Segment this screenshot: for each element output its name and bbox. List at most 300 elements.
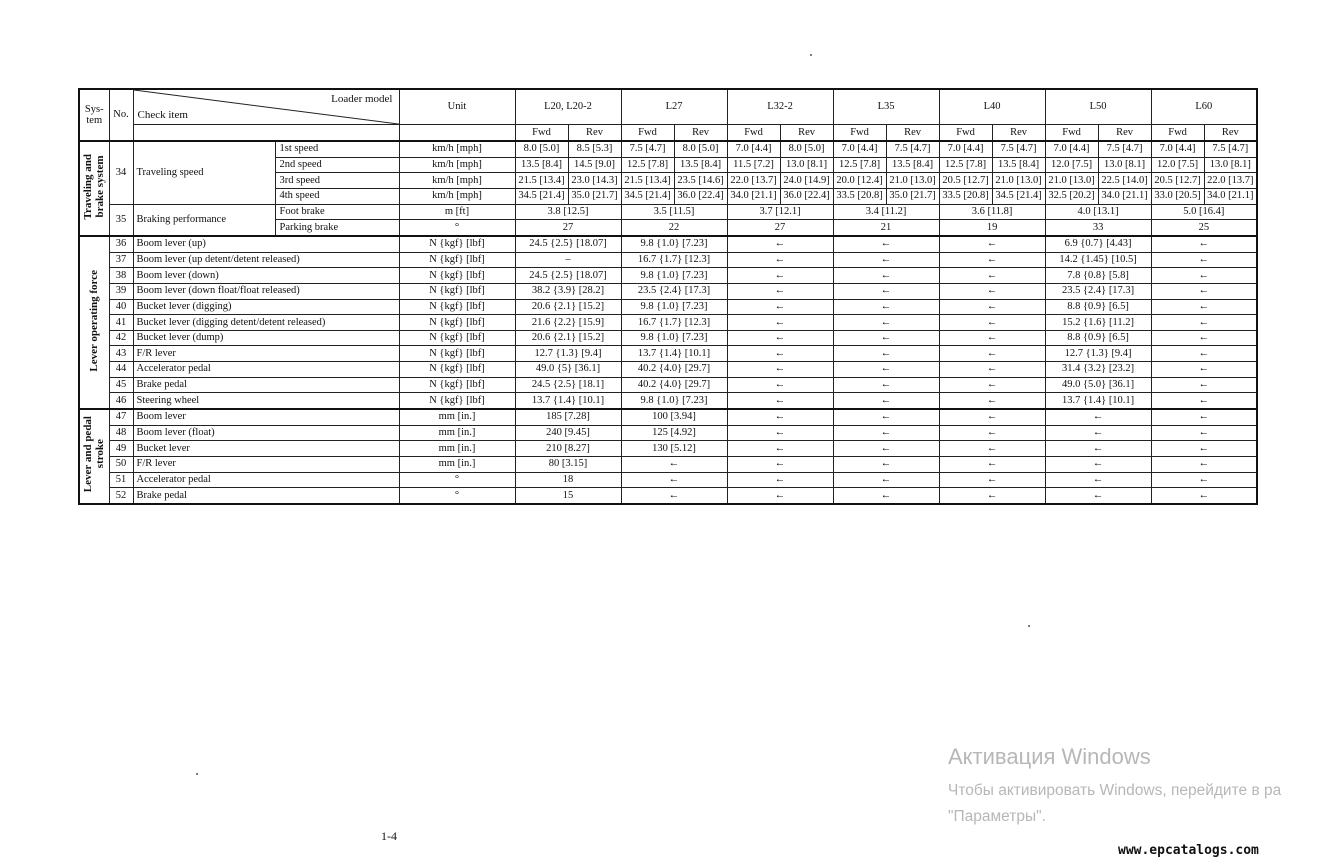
unit-cell: N {kgf} [lbf] (399, 236, 515, 252)
value-cell: ← (1045, 441, 1151, 457)
fwd-header: Fwd (727, 125, 780, 142)
value-cell: ← (939, 472, 1045, 488)
value-cell: ← (1151, 425, 1257, 441)
value-cell: 20.6 {2.1} [15.2] (515, 299, 621, 315)
item-no: 49 (109, 441, 133, 457)
table-row (79, 204, 1257, 220)
sub-item: 1st speed (275, 141, 399, 157)
item-no: 44 (109, 362, 133, 378)
value-cell: ← (1151, 268, 1257, 284)
value-cell: 14.2 {1.45} [10.5] (1045, 252, 1151, 268)
value-cell: 8.5 [5.3] (568, 141, 621, 157)
value-cell: 22.5 [14.0] (1098, 173, 1151, 189)
value-cell: 12.5 [7.8] (621, 157, 674, 173)
rev-header: Rev (568, 125, 621, 142)
value-cell: 100 [3.94] (621, 409, 727, 425)
value-cell: 21.0 [13.0] (886, 173, 939, 189)
value-cell: 23.5 {2.4} [17.3] (1045, 283, 1151, 299)
value-cell: ← (727, 441, 833, 457)
unit-cell: N {kgf} [lbf] (399, 315, 515, 331)
unit-cell: N {kgf} [lbf] (399, 299, 515, 315)
value-cell: 8.8 {0.9} [6.5] (1045, 299, 1151, 315)
page-number: 1-4 (381, 829, 397, 843)
value-cell: ← (1045, 456, 1151, 472)
table-row (79, 315, 1257, 331)
fwd-header: Fwd (939, 125, 992, 142)
system-label (79, 141, 109, 236)
value-cell: 5.0 [16.4] (1151, 204, 1257, 220)
check-item: Bucket lever (dump) (133, 330, 399, 346)
rev-header: Rev (780, 125, 833, 142)
spec-table (78, 88, 1258, 505)
value-cell: 34.5 [21.4] (515, 189, 568, 205)
value-cell: 13.7 {1.4} [10.1] (621, 346, 727, 362)
value-cell: 49.0 {5} [36.1] (515, 362, 621, 378)
item-no: 36 (109, 236, 133, 252)
value-cell: 3.5 [11.5] (621, 204, 727, 220)
check-item: F/R lever (133, 456, 399, 472)
value-cell: 13.0 [8.1] (1098, 157, 1151, 173)
value-cell: ← (1045, 409, 1151, 425)
value-cell: 7.5 [4.7] (1204, 141, 1257, 157)
value-cell: 9.8 {1.0} [7.23] (621, 268, 727, 284)
table-row (79, 456, 1257, 472)
sub-item: Parking brake (275, 220, 399, 236)
unit-cell: km/h [mph] (399, 157, 515, 173)
table-row (79, 488, 1257, 504)
value-cell: 20.5 [12.7] (1151, 173, 1204, 189)
value-cell: 14.5 [9.0] (568, 157, 621, 173)
check-item: Boom lever (up) (133, 236, 399, 252)
value-cell: ← (833, 377, 939, 393)
sub-item: 2nd speed (275, 157, 399, 173)
value-cell: 12.0 [7.5] (1045, 157, 1098, 173)
unit-cell: km/h [mph] (399, 141, 515, 157)
table-row (79, 330, 1257, 346)
check-item: Accelerator pedal (133, 472, 399, 488)
value-cell: 12.7 {1.3} [9.4] (1045, 346, 1151, 362)
unit-cell: N {kgf} [lbf] (399, 268, 515, 284)
unit-cell: N {kgf} [lbf] (399, 362, 515, 378)
value-cell: 20.0 [12.4] (833, 173, 886, 189)
check-item: F/R lever (133, 346, 399, 362)
value-cell: 22 (621, 220, 727, 236)
value-cell: 7.0 [4.4] (1045, 141, 1098, 157)
system-label-text: Traveling and brake system (82, 153, 107, 220)
value-cell: 21.6 {2.2} [15.9] (515, 315, 621, 331)
value-cell: 40.2 {4.0} [29.7] (621, 377, 727, 393)
value-cell: 125 [4.92] (621, 425, 727, 441)
value-cell: 21.0 [13.0] (1045, 173, 1098, 189)
check-item: Bucket lever (digging detent/detent released) (133, 315, 399, 331)
fwd-header: Fwd (833, 125, 886, 142)
system-label (79, 409, 109, 504)
value-cell: 19 (939, 220, 1045, 236)
value-cell: ← (1151, 456, 1257, 472)
value-cell: ← (939, 393, 1045, 409)
value-cell: ← (1151, 252, 1257, 268)
item-no: 39 (109, 283, 133, 299)
value-cell: 25 (1151, 220, 1257, 236)
value-cell: 12.0 [7.5] (1151, 157, 1204, 173)
table-row (79, 252, 1257, 268)
item-no: 38 (109, 268, 133, 284)
system-label (79, 236, 109, 409)
value-cell: ← (833, 315, 939, 331)
value-cell: ← (833, 441, 939, 457)
value-cell: ← (727, 425, 833, 441)
unit-cell: N {kgf} [lbf] (399, 283, 515, 299)
value-cell: ← (727, 456, 833, 472)
value-cell: 12.5 [7.8] (939, 157, 992, 173)
value-cell: 33.5 [20.8] (833, 189, 886, 205)
value-cell: 7.8 {0.8} [5.8] (1045, 268, 1151, 284)
value-cell: 23.5 [14.6] (674, 173, 727, 189)
table-row (79, 268, 1257, 284)
value-cell: ← (727, 362, 833, 378)
item-no: 34 (109, 141, 133, 204)
value-cell: 7.0 [4.4] (727, 141, 780, 157)
check-item: Bucket lever (digging) (133, 299, 399, 315)
table-row (79, 377, 1257, 393)
value-cell: 24.5 {2.5} [18.07] (515, 236, 621, 252)
model-header: L40 (939, 89, 1045, 125)
value-cell: 3.8 [12.5] (515, 204, 621, 220)
value-cell: ← (939, 236, 1045, 252)
value-cell: ← (1151, 472, 1257, 488)
value-cell: 23.5 {2.4} [17.3] (621, 283, 727, 299)
check-item: Boom lever (down float/float released) (133, 283, 399, 299)
check-item: Boom lever (up detent/detent released) (133, 252, 399, 268)
table-row (79, 409, 1257, 425)
check-item-header (133, 89, 399, 125)
table-row (79, 346, 1257, 362)
value-cell: ← (621, 488, 727, 504)
value-cell: 21.5 [13.4] (515, 173, 568, 189)
site-url: www.epcatalogs.com (1118, 843, 1259, 858)
table-row (79, 299, 1257, 315)
value-cell: ← (727, 252, 833, 268)
table-row (79, 89, 1257, 125)
empty-cell (133, 125, 399, 142)
value-cell: 7.5 [4.7] (621, 141, 674, 157)
item-no: 46 (109, 393, 133, 409)
value-cell: ← (833, 299, 939, 315)
value-cell: 210 [8.27] (515, 441, 621, 457)
value-cell: 24.5 {2.5} [18.07] (515, 268, 621, 284)
value-cell: ← (1151, 299, 1257, 315)
value-cell: ← (833, 393, 939, 409)
value-cell: 130 [5.12] (621, 441, 727, 457)
value-cell: 12.7 {1.3} [9.4] (515, 346, 621, 362)
table-row (79, 141, 1257, 157)
value-cell: 80 [3.15] (515, 456, 621, 472)
fwd-header: Fwd (621, 125, 674, 142)
value-cell: ← (939, 268, 1045, 284)
value-cell: ← (727, 488, 833, 504)
check-item: Traveling speed (133, 141, 275, 204)
value-cell: ← (1151, 330, 1257, 346)
value-cell: 21 (833, 220, 939, 236)
value-cell: ← (1151, 236, 1257, 252)
value-cell: 21.5 [13.4] (621, 173, 674, 189)
value-cell: ← (833, 362, 939, 378)
value-cell: ← (1151, 488, 1257, 504)
value-cell: ← (833, 346, 939, 362)
value-cell: 7.0 [4.4] (833, 141, 886, 157)
check-item: Boom lever (float) (133, 425, 399, 441)
value-cell: 23.0 [14.3] (568, 173, 621, 189)
item-no: 47 (109, 409, 133, 425)
value-cell: 16.7 {1.7} [12.3] (621, 252, 727, 268)
check-item: Accelerator pedal (133, 362, 399, 378)
unit-cell: m [ft] (399, 204, 515, 220)
table-row (79, 236, 1257, 252)
value-cell: 33.0 [20.5] (1151, 189, 1204, 205)
item-no: 40 (109, 299, 133, 315)
value-cell: ← (833, 283, 939, 299)
value-cell: 13.5 [8.4] (515, 157, 568, 173)
value-cell: ← (727, 299, 833, 315)
value-cell: ← (939, 252, 1045, 268)
model-header: L27 (621, 89, 727, 125)
fwd-header: Fwd (1045, 125, 1098, 142)
value-cell: 32.5 [20.2] (1045, 189, 1098, 205)
table-row (79, 362, 1257, 378)
rev-header: Rev (1204, 125, 1257, 142)
value-cell: ← (621, 472, 727, 488)
system-label-text: Lever and pedal stroke (82, 416, 107, 493)
value-cell: ← (939, 283, 1045, 299)
value-cell: ← (939, 377, 1045, 393)
unit-cell: ° (399, 220, 515, 236)
value-cell: 20.6 {2.1} [15.2] (515, 330, 621, 346)
value-cell: ← (833, 236, 939, 252)
model-header: L50 (1045, 89, 1151, 125)
table-row (79, 393, 1257, 409)
item-no: 52 (109, 488, 133, 504)
value-cell: ← (1151, 377, 1257, 393)
value-cell: 15.2 {1.6} [11.2] (1045, 315, 1151, 331)
value-cell: ← (727, 346, 833, 362)
item-no: 50 (109, 456, 133, 472)
value-cell: 21.0 [13.0] (992, 173, 1045, 189)
value-cell: 13.0 [8.1] (1204, 157, 1257, 173)
rev-header: Rev (992, 125, 1045, 142)
value-cell: ← (1151, 393, 1257, 409)
value-cell: 36.0 [22.4] (674, 189, 727, 205)
system-label-text: Lever operating force (88, 269, 101, 372)
table-row (79, 125, 1257, 142)
value-cell: ← (727, 315, 833, 331)
value-cell: 16.7 {1.7} [12.3] (621, 315, 727, 331)
model-header: L20, L20-2 (515, 89, 621, 125)
value-cell: 240 [9.45] (515, 425, 621, 441)
table-row (79, 283, 1257, 299)
value-cell: ← (1045, 488, 1151, 504)
scan-speck (810, 54, 812, 56)
unit-cell: ° (399, 488, 515, 504)
item-no: 41 (109, 315, 133, 331)
scan-speck (196, 773, 198, 775)
value-cell: 13.5 [8.4] (886, 157, 939, 173)
value-cell: 8.8 {0.9} [6.5] (1045, 330, 1151, 346)
value-cell: ← (1151, 283, 1257, 299)
value-cell: ← (833, 409, 939, 425)
value-cell: 9.8 {1.0} [7.23] (621, 236, 727, 252)
unit-header: Unit (399, 89, 515, 125)
value-cell: 12.5 [7.8] (833, 157, 886, 173)
value-cell: ← (833, 456, 939, 472)
value-cell: 34.5 [21.4] (621, 189, 674, 205)
scan-speck (1028, 625, 1030, 627)
item-no: 37 (109, 252, 133, 268)
value-cell: ← (727, 268, 833, 284)
value-cell: ← (727, 236, 833, 252)
check-item: Brake pedal (133, 488, 399, 504)
value-cell: ← (727, 377, 833, 393)
sub-item: 4th speed (275, 189, 399, 205)
value-cell: 15 (515, 488, 621, 504)
value-cell: 34.0 [21.1] (1098, 189, 1151, 205)
model-header: L60 (1151, 89, 1257, 125)
value-cell: ← (1151, 362, 1257, 378)
value-cell: 13.5 [8.4] (674, 157, 727, 173)
value-cell: 22.0 [13.7] (1204, 173, 1257, 189)
value-cell: 3.4 [11.2] (833, 204, 939, 220)
value-cell: 9.8 {1.0} [7.23] (621, 393, 727, 409)
value-cell: 4.0 [13.1] (1045, 204, 1151, 220)
value-cell: 8.0 [5.0] (674, 141, 727, 157)
value-cell: 13.0 [8.1] (780, 157, 833, 173)
unit-cell: N {kgf} [lbf] (399, 330, 515, 346)
value-cell: – (515, 252, 621, 268)
value-cell: 33 (1045, 220, 1151, 236)
value-cell: ← (621, 456, 727, 472)
activation-watermark-subtitle: Чтобы активировать Windows, перейдите в ра "Параметры". (948, 782, 1282, 825)
fwd-header: Fwd (1151, 125, 1204, 142)
value-cell: 31.4 {3.2} [23.2] (1045, 362, 1151, 378)
system-header: Sys- tem (79, 89, 109, 141)
value-cell: 7.5 [4.7] (886, 141, 939, 157)
value-cell: 24.5 {2.5} [18.1] (515, 377, 621, 393)
item-no: 43 (109, 346, 133, 362)
value-cell: 6.9 {0.7} [4.43] (1045, 236, 1151, 252)
value-cell: ← (833, 330, 939, 346)
sub-item: 3rd speed (275, 173, 399, 189)
value-cell: ← (727, 393, 833, 409)
value-cell: 13.7 {1.4} [10.1] (1045, 393, 1151, 409)
value-cell: 33.5 [20.8] (939, 189, 992, 205)
table-row (79, 472, 1257, 488)
value-cell: ← (1151, 346, 1257, 362)
item-no: 48 (109, 425, 133, 441)
check-item: Braking performance (133, 204, 275, 236)
table-row (79, 441, 1257, 457)
value-cell: 11.5 [7.2] (727, 157, 780, 173)
value-cell: 49.0 {5.0} [36.1] (1045, 377, 1151, 393)
check-item: Steering wheel (133, 393, 399, 409)
empty-cell (399, 125, 515, 142)
value-cell: 27 (515, 220, 621, 236)
value-cell: 9.8 {1.0} [7.23] (621, 330, 727, 346)
model-header: L35 (833, 89, 939, 125)
value-cell: ← (833, 268, 939, 284)
check-item: Bucket lever (133, 441, 399, 457)
value-cell: ← (727, 283, 833, 299)
value-cell: 24.0 [14.9] (780, 173, 833, 189)
value-cell: 20.5 [12.7] (939, 173, 992, 189)
item-no: 42 (109, 330, 133, 346)
value-cell: 3.7 [12.1] (727, 204, 833, 220)
value-cell: ← (939, 362, 1045, 378)
value-cell: 22.0 [13.7] (727, 173, 780, 189)
check-item: Boom lever (133, 409, 399, 425)
value-cell: ← (727, 330, 833, 346)
value-cell: 8.0 [5.0] (780, 141, 833, 157)
value-cell: ← (939, 488, 1045, 504)
item-no: 35 (109, 204, 133, 236)
value-cell: ← (833, 425, 939, 441)
unit-cell: mm [in.] (399, 425, 515, 441)
value-cell: ← (833, 472, 939, 488)
no-header: No. (109, 89, 133, 141)
value-cell: 13.5 [8.4] (992, 157, 1045, 173)
value-cell: 7.5 [4.7] (992, 141, 1045, 157)
unit-cell: km/h [mph] (399, 173, 515, 189)
value-cell: ← (727, 472, 833, 488)
item-no: 51 (109, 472, 133, 488)
value-cell: 3.6 [11.8] (939, 204, 1045, 220)
value-cell: 7.0 [4.4] (1151, 141, 1204, 157)
table-row (79, 425, 1257, 441)
unit-cell: N {kgf} [lbf] (399, 377, 515, 393)
value-cell: 38.2 {3.9} [28.2] (515, 283, 621, 299)
value-cell: 7.0 [4.4] (939, 141, 992, 157)
value-cell: ← (1151, 315, 1257, 331)
value-cell: 9.8 {1.0} [7.23] (621, 299, 727, 315)
value-cell: ← (727, 409, 833, 425)
value-cell: 40.2 {4.0} [29.7] (621, 362, 727, 378)
value-cell: 36.0 [22.4] (780, 189, 833, 205)
value-cell: 34.5 [21.4] (992, 189, 1045, 205)
value-cell: ← (939, 441, 1045, 457)
model-header: L32-2 (727, 89, 833, 125)
value-cell: ← (939, 409, 1045, 425)
value-cell: ← (939, 299, 1045, 315)
unit-cell: N {kgf} [lbf] (399, 393, 515, 409)
loader-model-label: Loader model (331, 93, 393, 105)
value-cell: ← (939, 456, 1045, 472)
rev-header: Rev (674, 125, 727, 142)
unit-cell: km/h [mph] (399, 189, 515, 205)
value-cell: ← (1045, 425, 1151, 441)
value-cell: 34.0 [21.1] (727, 189, 780, 205)
value-cell: ← (939, 330, 1045, 346)
value-cell: ← (939, 425, 1045, 441)
value-cell: 34.0 [21.1] (1204, 189, 1257, 205)
value-cell: 13.7 {1.4} [10.1] (515, 393, 621, 409)
activation-watermark-title: Активация Windows (948, 744, 1151, 769)
unit-cell: N {kgf} [lbf] (399, 252, 515, 268)
check-item: Boom lever (down) (133, 268, 399, 284)
value-cell: 35.0 [21.7] (886, 189, 939, 205)
value-cell: 35.0 [21.7] (568, 189, 621, 205)
rev-header: Rev (1098, 125, 1151, 142)
item-no: 45 (109, 377, 133, 393)
unit-cell: mm [in.] (399, 409, 515, 425)
rev-header: Rev (886, 125, 939, 142)
